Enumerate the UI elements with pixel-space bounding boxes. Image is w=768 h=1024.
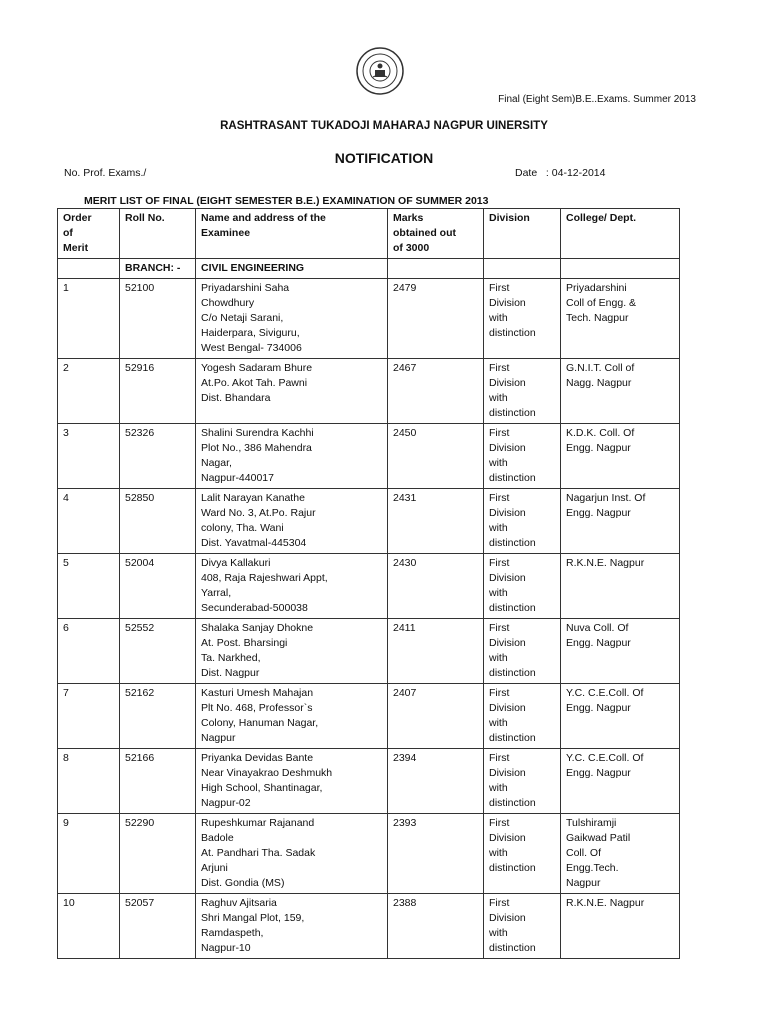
branch-empty-cell xyxy=(484,259,561,279)
roll-cell: 52004 xyxy=(120,554,196,619)
header-roll: Roll No. xyxy=(120,209,196,259)
marks-cell: 2430 xyxy=(388,554,484,619)
college-cell: Y.C. C.E.Coll. Of Engg. Nagpur xyxy=(561,684,680,749)
exam-reference: Final (Eight Sem)B.E..Exams. Summer 2013 xyxy=(498,94,696,105)
division-cell: First Division with distinction xyxy=(484,814,561,894)
roll-cell: 52166 xyxy=(120,749,196,814)
marks-cell: 2450 xyxy=(388,424,484,489)
order-cell: 6 xyxy=(58,619,120,684)
college-cell: Y.C. C.E.Coll. Of Engg. Nagpur xyxy=(561,749,680,814)
name-address-cell: Shalaka Sanjay Dhokne At. Post. Bharsingi Ta. Narkhed, Dist. Nagpur xyxy=(196,619,388,684)
division-cell: First Division with distinction xyxy=(484,749,561,814)
college-cell: Nagarjun Inst. Of Engg. Nagpur xyxy=(561,489,680,554)
branch-empty-cell xyxy=(388,259,484,279)
college-cell: Nuva Coll. Of Engg. Nagpur xyxy=(561,619,680,684)
order-cell: 1 xyxy=(58,279,120,359)
name-address-cell: Raghuv Ajitsaria Shri Mangal Plot, 159, Ramdaspeth, Nagpur-10 xyxy=(196,894,388,959)
name-address-cell: Divya Kallakuri 408, Raja Rajeshwari Appt, Yarral, Secunderabad-500038 xyxy=(196,554,388,619)
roll-cell: 52162 xyxy=(120,684,196,749)
header-marks: Marks obtained out of 3000 xyxy=(388,209,484,259)
merit-table xyxy=(57,208,680,959)
marks-cell: 2431 xyxy=(388,489,484,554)
division-cell: First Division with distinction xyxy=(484,894,561,959)
division-cell: First Division with distinction xyxy=(484,684,561,749)
name-address-cell: Shalini Surendra Kachhi Plot No., 386 Mahendra Nagar, Nagpur-440017 xyxy=(196,424,388,489)
merit-list-title: MERIT LIST OF FINAL (EIGHT SEMESTER B.E.) EXAMINATION OF SUMMER 2013 xyxy=(84,195,489,207)
table-row xyxy=(58,279,680,359)
roll-cell: 52916 xyxy=(120,359,196,424)
division-cell: First Division with distinction xyxy=(484,554,561,619)
prof-exam-number: No. Prof. Exams./ xyxy=(64,167,147,179)
table-row xyxy=(58,894,680,959)
college-cell: R.K.N.E. Nagpur xyxy=(561,894,680,959)
roll-cell: 52290 xyxy=(120,814,196,894)
branch-name: CIVIL ENGINEERING xyxy=(196,259,388,279)
order-cell: 3 xyxy=(58,424,120,489)
roll-cell: 52100 xyxy=(120,279,196,359)
roll-cell: 52057 xyxy=(120,894,196,959)
notification-title: NOTIFICATION xyxy=(334,150,434,166)
division-cell: First Division with distinction xyxy=(484,279,561,359)
marks-cell: 2394 xyxy=(388,749,484,814)
name-address-cell: Rupeshkumar Rajanand Badole At. Pandhari Tha. Sadak Arjuni Dist. Gondia (MS) xyxy=(196,814,388,894)
college-cell: Priyadarshini Coll of Engg. & Tech. Nagpur xyxy=(561,279,680,359)
marks-cell: 2407 xyxy=(388,684,484,749)
branch-empty-cell xyxy=(58,259,120,279)
marks-cell: 2411 xyxy=(388,619,484,684)
college-cell: Tulshiramji Gaikwad Patil Coll. Of Engg.Tech. Nagpur xyxy=(561,814,680,894)
table-row xyxy=(58,749,680,814)
table-row xyxy=(58,489,680,554)
university-name: RASHTRASANT TUKADOJI MAHARAJ NAGPUR UINERSITY xyxy=(220,120,548,132)
marks-cell: 2467 xyxy=(388,359,484,424)
college-cell: R.K.N.E. Nagpur xyxy=(561,554,680,619)
roll-cell: 52850 xyxy=(120,489,196,554)
marks-cell: 2479 xyxy=(388,279,484,359)
roll-cell: 52326 xyxy=(120,424,196,489)
name-address-cell: Priyanka Devidas Bante Near Vinayakrao Deshmukh High School, Shantinagar, Nagpur-02 xyxy=(196,749,388,814)
table-row xyxy=(58,684,680,749)
table-row xyxy=(58,814,680,894)
division-cell: First Division with distinction xyxy=(484,424,561,489)
name-address-cell: Kasturi Umesh Mahajan Plt No. 468, Professor`s Colony, Hanuman Nagar, Nagpur xyxy=(196,684,388,749)
division-cell: First Division with distinction xyxy=(484,619,561,684)
branch-row xyxy=(58,259,680,279)
order-cell: 9 xyxy=(58,814,120,894)
marks-cell: 2393 xyxy=(388,814,484,894)
university-seal-logo xyxy=(355,46,405,96)
name-address-cell: Priyadarshini Saha Chowdhury C/o Netaji Sarani, Haiderpara, Siviguru, West Bengal- 734006 xyxy=(196,279,388,359)
college-cell: K.D.K. Coll. Of Engg. Nagpur xyxy=(561,424,680,489)
table-row xyxy=(58,554,680,619)
header-division: Division xyxy=(484,209,561,259)
header-college: College/ Dept. xyxy=(561,209,680,259)
division-cell: First Division with distinction xyxy=(484,489,561,554)
division-cell: First Division with distinction xyxy=(484,359,561,424)
order-cell: 10 xyxy=(58,894,120,959)
notification-date: Date : 04-12-2014 xyxy=(515,167,606,179)
header-name: Name and address of the Examinee xyxy=(196,209,388,259)
branch-label: BRANCH: - xyxy=(120,259,196,279)
order-cell: 7 xyxy=(58,684,120,749)
marks-cell: 2388 xyxy=(388,894,484,959)
order-cell: 8 xyxy=(58,749,120,814)
table-row xyxy=(58,424,680,489)
college-cell: G.N.I.T. Coll of Nagg. Nagpur xyxy=(561,359,680,424)
table-row xyxy=(58,619,680,684)
roll-cell: 52552 xyxy=(120,619,196,684)
table-row xyxy=(58,359,680,424)
header-row xyxy=(58,209,680,259)
order-cell: 5 xyxy=(58,554,120,619)
name-address-cell: Lalit Narayan Kanathe Ward No. 3, At.Po. Rajur colony, Tha. Wani Dist. Yavatmal-445304 xyxy=(196,489,388,554)
order-cell: 2 xyxy=(58,359,120,424)
name-address-cell: Yogesh Sadaram Bhure At.Po. Akot Tah. Pawni Dist. Bhandara xyxy=(196,359,388,424)
header-order: Order of Merit xyxy=(58,209,120,259)
branch-empty-cell xyxy=(561,259,680,279)
order-cell: 4 xyxy=(58,489,120,554)
